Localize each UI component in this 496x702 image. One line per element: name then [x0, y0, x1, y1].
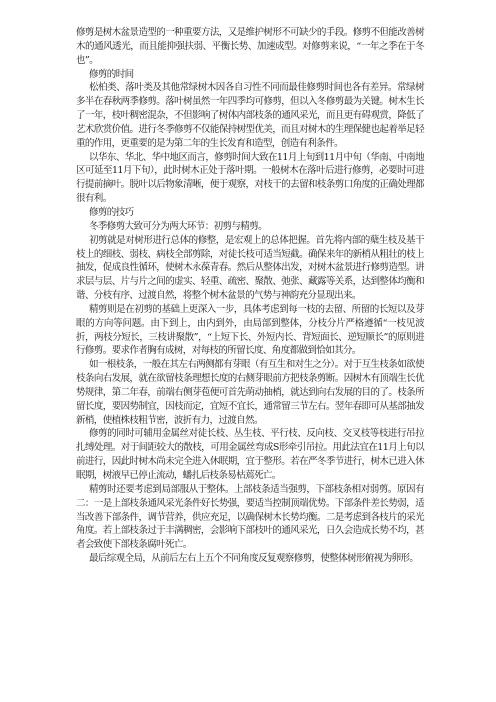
body-paragraph: 如一根枝条，一般在其左右两侧都有芽眼（有互生和对生之分）。对于互生枝条如欲使枝条向右发展，就在欲留枝条理想长度的右侧芽眼前方把枝条剪断。因树木有顶端生长优势规律，第二年春，前端右侧芽苞便可首先萌动抽梢，就达到向右发展的目的了。枝条所留长度，要因势制宜，因枝而定，宜短不宜长，通常留三节左右。翌年春即可从基部抽发新梢，使植株枝粗节密，波折有力，过渡自然。 — [76, 359, 424, 426]
body-paragraph: 初剪就是对树形进行总体的修整，是宏观上的总体把握。首先将内部的蘖生枝及基干枝上的细枝、弱枝、病枝全部剪除，对徒长枝可适当短截。确保来年的新梢从粗壮的枝上抽发，促成良性循环，使树木永葆青春。然后从整体出发，对树木盆景进行修剪造型。讲求层与层、片与片之间的虚实、轻重、疏密、聚散、弛张、藏露等关系，达到整体均衡和谐、分枝有序、过渡自然，将整个树木盆景的气势与神韵充分显现出来。 — [76, 234, 424, 302]
body-paragraph: 松柏类、落叶类及其他常绿树木因各自习性不同而最佳修剪时间也各有差异。常绿树多半在春秋两季修剪。落叶树虽然一年四季均可修剪，但以入冬修剪最为关键。树木生长了一年，枝叶稠密混杂，不但影响了树体内部枝条的通风采光，而且更有碍观赏，降低了艺术欣赏价值。进行冬季修剪不仅能保持树型优美，而且对树木的生理保健也起着举足轻重的作用，更重要的是为第二年的生长发育和造型，创造有利条件。 — [76, 82, 424, 149]
body-paragraph: 精剪时还要考虑到局部服从于整体。上部枝条适当强剪，下部枝条相对弱剪。原因有二：一是上部枝条通风采光条件好长势强，要适当控制顶端优势。下部条件差长势弱，适当改善下部条件，调节营养，供应充足，以确保树木长势均衡。二是考虑到各枝片的采光角度。若上部枝条过于丰满稠密，会影响下部枝叶的通风采光，日久会造成长势不均，甚者会致使下部枝条腐叶死亡。 — [76, 483, 424, 551]
body-paragraph: 以华东、华北、华中地区而言，修剪时间大致在11月上旬到11月中旬（华南、中南地区可延至11月下旬），此时树木正处于落叶期。一般树木在落叶后进行修剪，必要时可进行提前摘叶。脱叶以后物象清晰，便于观察，对枝干的去留和枝条剪口角度的正确处理都很有利。 — [76, 151, 424, 205]
section-heading-timing: 修剪的时间 — [89, 68, 134, 80]
section-heading-techniques: 修剪的技巧 — [89, 206, 134, 218]
body-paragraph: 修剪的同时可辅用金属丝对徒长枝、丛生枝、平行枝、反向枝、交叉枝等枝进行吊拉扎缚处理。对于间距较大的散枝，可用金属丝弯成S形牵引吊拉。用此法宜在11月上旬以前进行，因此时树木尚未完全进入休眠期，宜于整形。若在严冬季节进行，树木已进入休眠期，树液早已停止流动，蟠扎后枝条易枯蔫死亡。 — [76, 428, 424, 481]
body-paragraph: 冬季修剪大致可分为两大环节：初剪与精剪。 — [89, 220, 268, 232]
intro-paragraph: 修剪是树木盆景造型的一种重要方法，又是维护树形不可缺少的手段。修剪不但能改善树木的通风透光，而且能抑强扶弱、平衡长势、加速成型。对修剪来说，“一年之季在于冬也”。 — [76, 27, 424, 66]
article-page — [76, 26, 424, 566]
body-paragraph: 最后综观全局，从前后左右上五个不同角度反复观察修剪，使整体树形俯视为卵形。 — [89, 553, 419, 565]
body-paragraph: 精剪则是在初剪的基础上更深入一步，具体考虑到每一枝的去留、所留的长短以及芽眼的方向等问题。由下到上，由内到外，由局部到整体，分枝分片严格遵循“一枝见波折，两枝分短长，三枝讲聚散”，“上短下长、外短内长、背短面长、逆短顺长”的原则进行修剪。要求作者胸有成树，对每枝的所留长度、角度都做到恰如其分。 — [76, 303, 424, 357]
